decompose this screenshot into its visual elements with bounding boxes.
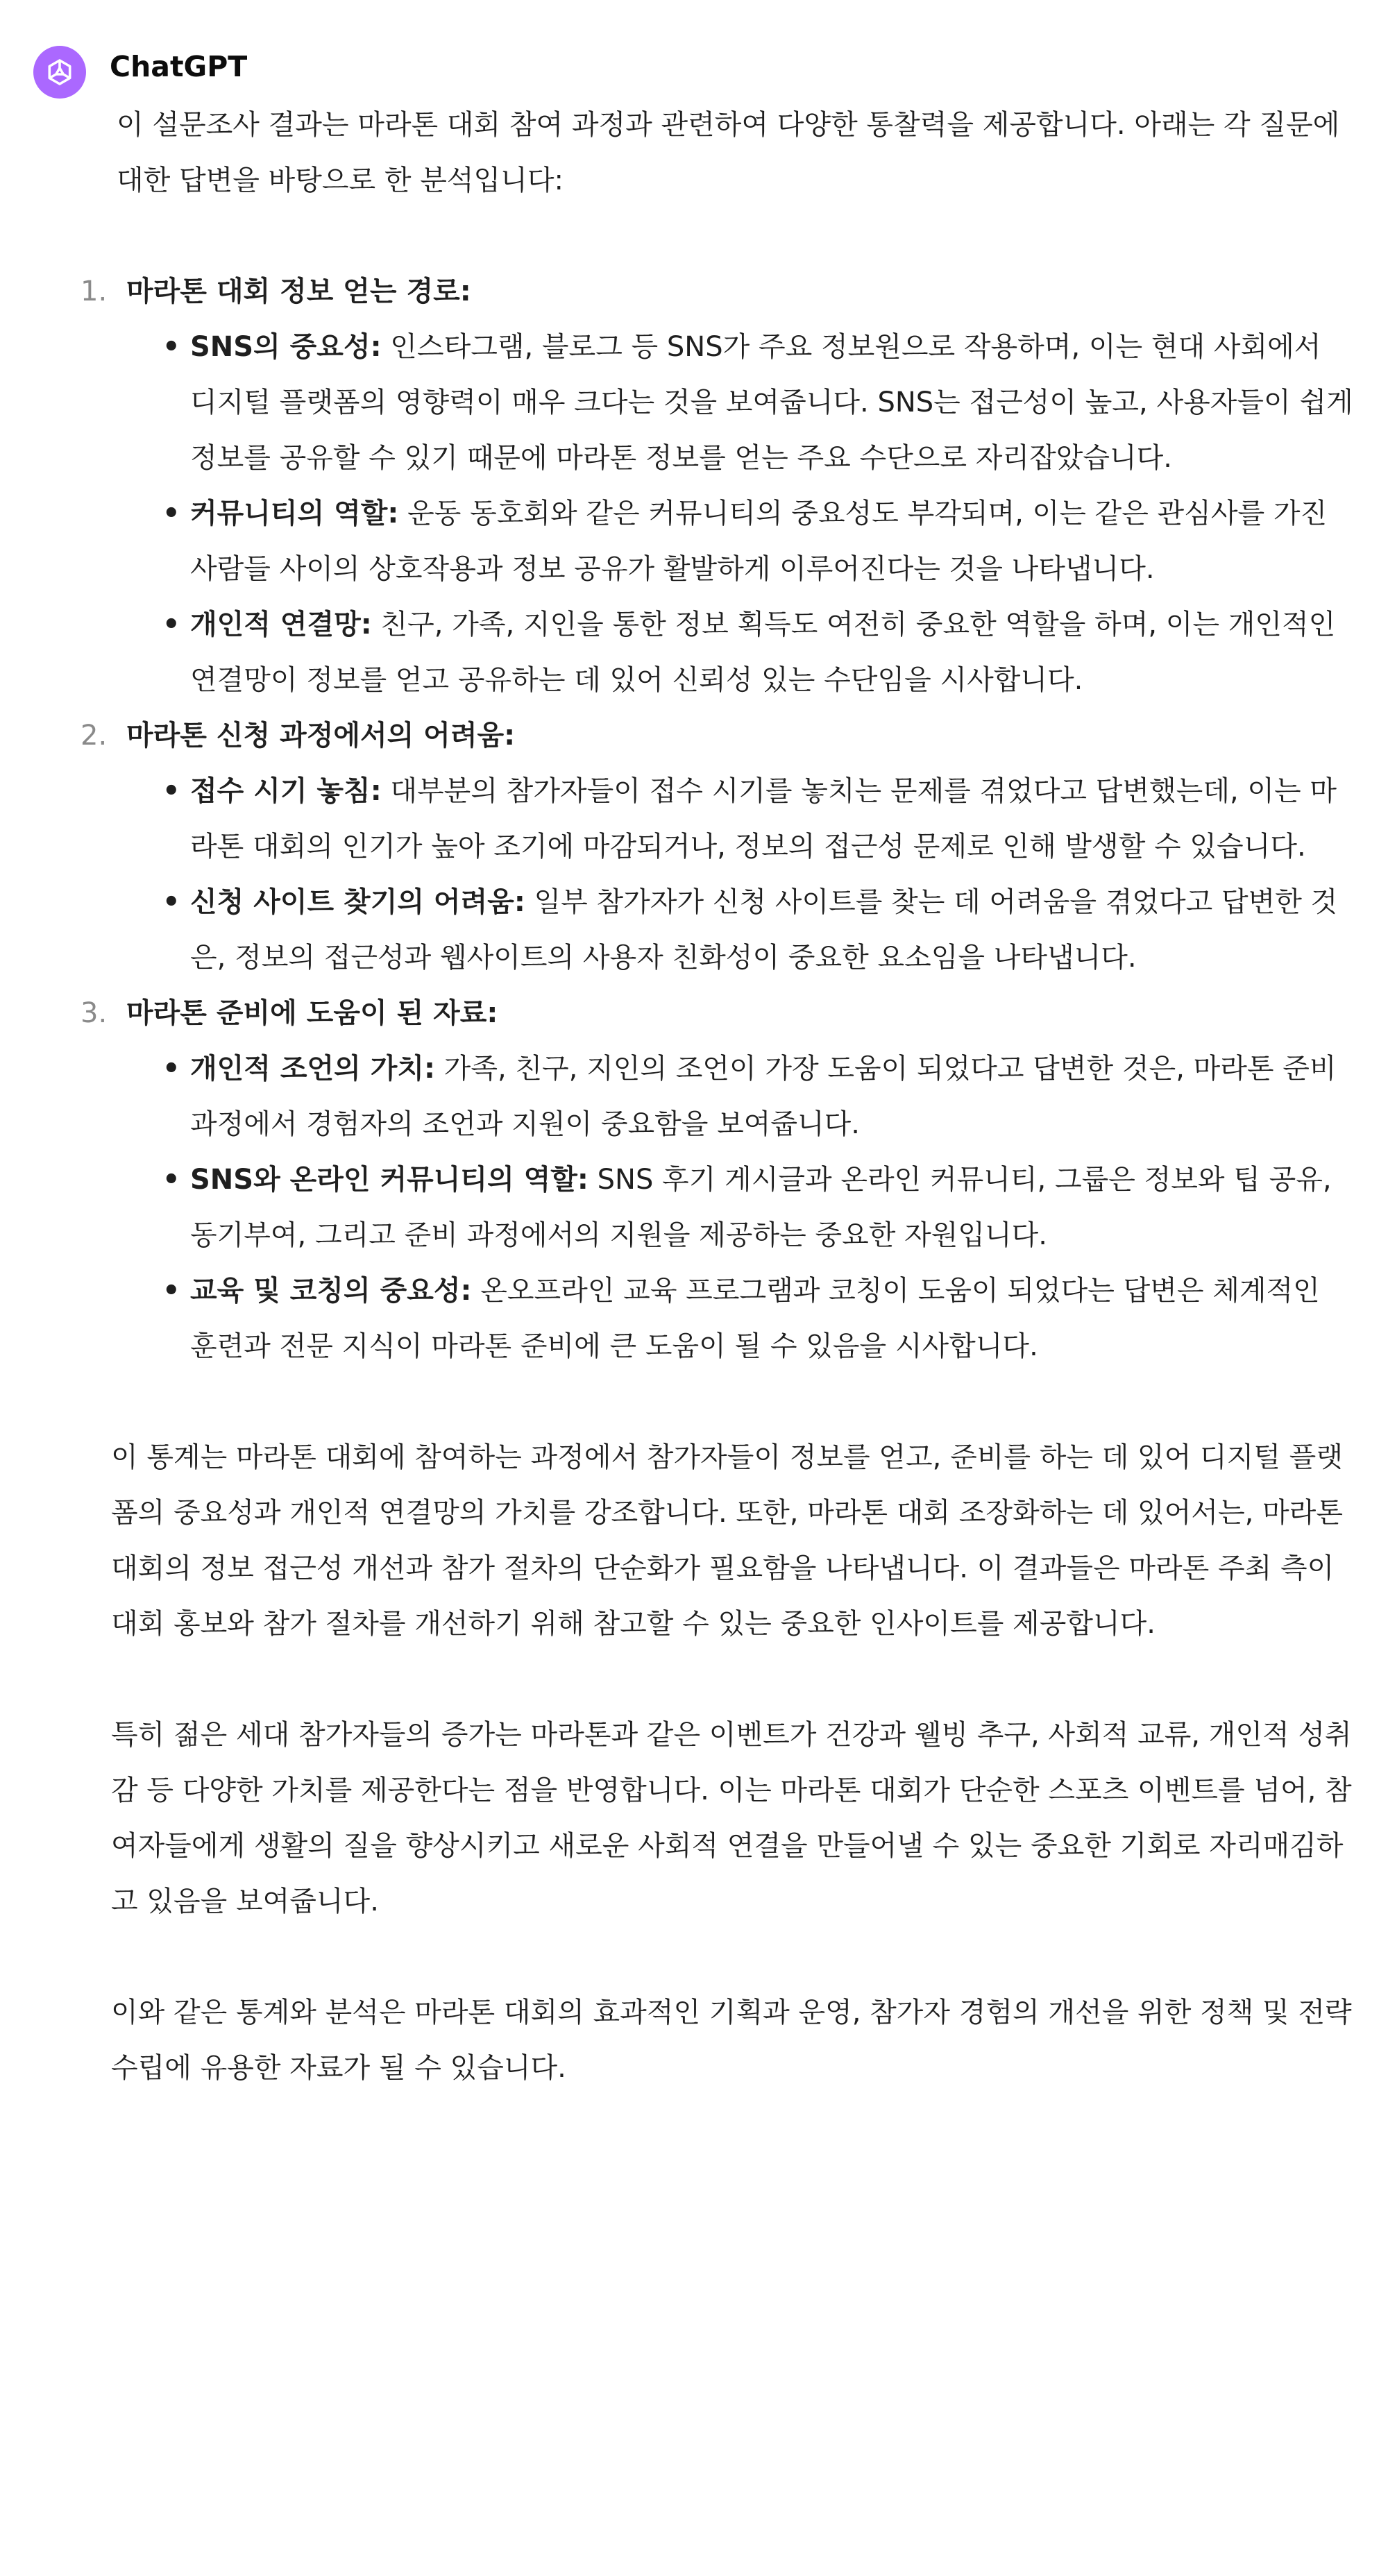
sub-list-item: • SNS와 온라인 커뮤니티의 역할: SNS 후기 게시글과 온라인 커뮤니티, 그룹은 정보와 팁 공유, 동기부여, 그리고 준비 과정에서의 지원을 제공하는 중요한 자원입니다. [162,1164,1332,1251]
bullet-text: 가족, 친구, 지인의 조언이 가장 도움이 되었다고 답변한 것은, 마라톤 준비 과정에서 경험자의 조언과 지원이 중요함을 보여줍니다. [190,1053,1337,1140]
section-title: 마라톤 신청 과정에서의 어려움: [126,720,516,752]
bullet-text: 온오프라인 교육 프로그램과 코칭이 도움이 되었다는 답변은 체계적인 훈련과 전문 지식이 마라톤 준비에 큰 도움이 될 수 있음을 시사합니다. [190,1275,1320,1362]
sender-name: ChatGPT [110,50,248,83]
sub-list-item: • 신청 사이트 찾기의 어려움: 일부 참가자가 신청 사이트를 찾는 데 어려움을 겪었다고 답변한 것은, 정보의 접근성과 웹사이트의 사용자 친화성이 중요한 요소임을 나타냅니다. [162,886,1338,974]
bullet-term: 접수 시기 놓침: [190,775,382,807]
bullet-text: 인스타그램, 블로그 등 SNS가 주요 정보원으로 작용하며, 이는 현대 사회에서 디지털 플랫폼의 영향력이 매우 크다는 것을 보여줍니다. SNS는 접근성이 높고, 사용자들이 쉽게 정보를 공유할 수 있기 때문에 마라톤 정보를 얻는 주요 수단으로 자리잡았습니다. [190,331,1353,474]
bullet-term: 개인적 연결망: [190,609,372,641]
bullet-term: SNS의 중요성: [190,331,382,363]
bullet-text: 운동 동호회와 같은 커뮤니티의 중요성도 부각되며, 이는 같은 관심사를 가진 사람들 사이의 상호작용과 정보 공유가 활발하게 이루어진다는 것을 나타냅니다. [190,498,1328,585]
sub-list-item: • 개인적 조언의 가치: 가족, 친구, 지인의 조언이 가장 도움이 되었다고 답변한 것은, 마라톤 준비 과정에서 경험자의 조언과 지원이 중요함을 보여줍니다. [162,1053,1337,1140]
list-number: 2. [81,720,108,752]
intro-paragraph: 이 설문조사 결과는 마라톤 대회 참여 과정과 관련하여 다양한 통찰력을 제공합니다. 아래는 각 질문에 대한 답변을 바탕으로 한 분석입니다: [117,109,1340,196]
list-number: 1. [81,276,108,307]
summary-paragraph: 특히 젊은 세대 참가자들의 증가는 마라톤과 같은 이벤트가 건강과 웰빙 추구, 사회적 교류, 개인적 성취감 등 다양한 가치를 제공한다는 점을 반영합니다. 이는 마라톤 대회가 단순한 스포츠 이벤트를 넘어, 참여자들에게 생활의 질을 향상시키고 새로운 사회적 연결을 만들어낼 수 있는 중요한 기회로 자리매김하고 있음을 보여줍니다. [111,1719,1352,1917]
sub-list-item: • 개인적 연결망: 친구, 가족, 지인을 통한 정보 획득도 여전히 중요한 역할을 하며, 이는 개인적인 연결망이 정보를 얻고 공유하는 데 있어 신뢰성 있는 수단임을 시사합니다. [162,609,1336,696]
sub-list-item: • 접수 시기 놓침: 대부분의 참가자들이 접수 시기를 놓치는 문제를 겪었다고 답변했는데, 이는 마라톤 대회의 인기가 높아 조기에 마감되거나, 정보의 접근성 문제로 인해 발생할 수 있습니다. [162,775,1337,863]
bullet-term: SNS와 온라인 커뮤니티의 역할: [190,1164,589,1196]
bullet-term: 신청 사이트 찾기의 어려움: [190,886,525,918]
sub-list [126,763,1353,985]
bullet-term: 교육 및 코칭의 중요성: [190,1275,472,1307]
bullet-term: 개인적 조언의 가치: [190,1053,435,1085]
sub-list-item: • SNS의 중요성: 인스타그램, 블로그 등 SNS가 주요 정보원으로 작용하며, 이는 현대 사회에서 디지털 플랫폼의 영향력이 매우 크다는 것을 보여줍니다. SNS는 접근성이 높고, 사용자들이 쉽게 정보를 공유할 수 있기 때문에 마라톤 정보를 얻는 주요 수단으로 자리잡았습니다. [162,331,1353,474]
summary-paragraph: 이와 같은 통계와 분석은 마라톤 대회의 효과적인 기획과 운영, 참가자 경험의 개선을 위한 정책 및 전략 수립에 유용한 자료가 될 수 있습니다. [111,1997,1352,2084]
bullet-text: 친구, 가족, 지인을 통한 정보 획득도 여전히 중요한 역할을 하며, 이는 개인적인 연결망이 정보를 얻고 공유하는 데 있어 신뢰성 있는 수단임을 시사합니다. [190,609,1336,696]
sub-list-item: • 커뮤니티의 역할: 운동 동호회와 같은 커뮤니티의 중요성도 부각되며, 이는 같은 관심사를 가진 사람들 사이의 상호작용과 정보 공유가 활발하게 이루어진다는 것을 나타냅니다. [162,498,1328,585]
bullet-term: 커뮤니티의 역할: [190,498,399,529]
analysis-list [81,264,1353,1374]
chatgpt-avatar [33,46,86,99]
sub-list [126,319,1353,708]
list-number: 3. [81,997,108,1029]
section-title: 마라톤 준비에 도움이 된 자료: [126,997,498,1029]
openai-logo-icon [41,53,78,91]
bullet-text: 대부분의 참가자들이 접수 시기를 놓치는 문제를 겪었다고 답변했는데, 이는 마라톤 대회의 인기가 높아 조기에 마감되거나, 정보의 접근성 문제로 인해 발생할 수 있습니다. [190,775,1337,863]
bullet-text: SNS 후기 게시글과 온라인 커뮤니티, 그룹은 정보와 팁 공유, 동기부여, 그리고 준비 과정에서의 지원을 제공하는 중요한 자원입니다. [190,1164,1332,1251]
list-item [81,264,1353,708]
list-item [81,985,1353,1374]
list-item [81,708,1353,985]
section-title: 마라톤 대회 정보 얻는 경로: [126,276,471,307]
message-content [81,97,1353,2096]
sub-list [126,1041,1353,1374]
summary-paragraph: 이 통계는 마라톤 대회에 참여하는 과정에서 참가자들이 정보를 얻고, 준비를 하는 데 있어 디지털 플랫폼의 중요성과 개인적 연결망의 가치를 강조합니다. 또한, 마라톤 대회 조장화하는 데 있어서는, 마라톤 대회의 정보 접근성 개선과 참가 절차의 단순화가 필요함을 나타냅니다. 이 결과들은 마라톤 주최 측이 대회 홍보와 참가 절차를 개선하기 위해 참고할 수 있는 중요한 인사이트를 제공합니다. [111,1441,1343,1640]
bullet-text: 일부 참가자가 신청 사이트를 찾는 데 어려움을 겪었다고 답변한 것은, 정보의 접근성과 웹사이트의 사용자 친화성이 중요한 요소임을 나타냅니다. [190,886,1338,974]
sub-list-item: • 교육 및 코칭의 중요성: 온오프라인 교육 프로그램과 코칭이 도움이 되었다는 답변은 체계적인 훈련과 전문 지식이 마라톤 준비에 큰 도움이 될 수 있음을 시사합니다. [162,1275,1320,1362]
